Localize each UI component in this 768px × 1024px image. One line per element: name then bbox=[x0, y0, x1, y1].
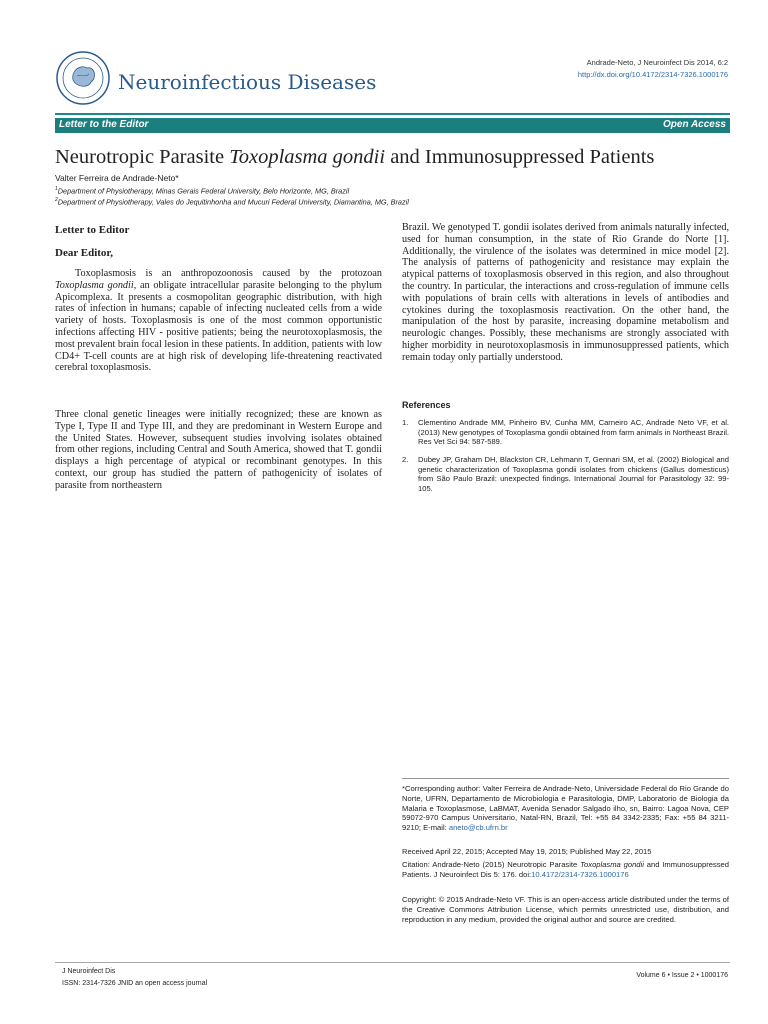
open-access-label: Open Access bbox=[663, 119, 726, 130]
journal-title: Neuroinfectious Diseases bbox=[118, 70, 377, 94]
corresponding-author-note: *Corresponding author: Valter Ferreira de Andrade-Neto, Universidade Federal do Rio Grande do Norte, UFRN, Departamento de Microbiologia e Parasitologia, DMP, Laboratorio de Biologia da Malaria e Toxoplasmose, LaBMAT, Avenida Senador Salgado ilho, sn, Bairro: Lagoa Nova, CEP 59072-970 Campus Universitario, Natal-RN, Brazil, Tel: +55 84 3342-2335; Fax: +55 84 3211-9210; E-mail: aneto@cb.ufrn.br bbox=[402, 784, 729, 833]
citation-note: Citation: Andrade-Neto (2015) Neurotropic Parasite Toxoplasma gondii and Immunosuppressed Patients. J Neuroinfect Dis 5: 176. doi:10.4172/2314-7326.1000176 bbox=[402, 860, 729, 879]
notes-divider bbox=[402, 778, 729, 779]
footer-volume: Volume 6 • Issue 2 • 1000176 bbox=[636, 972, 728, 979]
article-title: Neurotropic Parasite Toxoplasma gondii and Immunosuppressed Patients bbox=[55, 146, 655, 168]
doi-citation-link[interactable]: 10.4172/2314-7326.1000176 bbox=[531, 869, 629, 879]
body-paragraph: Toxoplasmosis is an anthropozoonosis caused by the protozoan Toxoplasma gondii, an obligate intracellular parasite belonging to the phylum Apicomplexa. It presents a cosmopolitan geographic distribution, with high rates of infection in humans; capable of infecting nucleated cells from a wide variety of hosts. Toxoplasmosis is one of the most common opportunistic infections affecting HIV - positive patients; being the neurotoxoplasmosis, the most prevalent brain focal lesion in these patients. In addition, patients with low CD4+ T-cell counts are at high risk of developing life-threatening reactivated cerebral toxoplasmosis. bbox=[55, 268, 382, 374]
body-paragraph: Three clonal genetic lineages were initially recognized; these are known as Type I, Type II and Type III, and they are predominant in Western Europe and the United States. However, subsequent studies involving isolates obtained from other regions, including Central and South America, showed that T. gondii displays a high percentage of atypical or recombinant genotypes. In this context, our group has studied the pattern of pathogenicity of isolates of parasite from northeastern bbox=[55, 409, 382, 491]
copyright-note: Copyright: © 2015 Andrade-Neto VF. This is an open-access article distributed under the terms of the Creative Commons Attribution License, which permits unrestricted use, distribution, and reproduction in any medium, provided the original author and source are credited. bbox=[402, 895, 729, 924]
body-paragraph: Brazil. We genotyped T. gondii isolates derived from animals naturally infected, used for human consumption, in the state of Rio Grande do Norte [1]. Additionally, the virulence of the isolates was determined in mice model [2]. The analysis of patterns of pathogenicity and resistance may explain the atypical patterns of toxoplasmosis observed in this region, and also throughout the country. In particular, the interactions and cross-regulation of immune cells with populations of brain cells with alterations in levels of antibodies and cytokines during the toxoplasmosis reactivation. On the other hand, the manipulation of the host by parasite, increasing dopamine metabolism and neurologic changes. Possibly, these mechanisms are strongly associated with higher morbidity in neurotoxoplasmosis in immunosuppressed patients, which remain today only partially understood. bbox=[402, 222, 729, 363]
publication-dates: Received April 22, 2015; Accepted May 19, 2015; Published May 22, 2015 bbox=[402, 847, 652, 856]
citation-line: Andrade-Neto, J Neuroinfect Dis 2014, 6:2 bbox=[586, 58, 728, 67]
reference-item: 1. Clementino Andrade MM, Pinheiro BV, Cunha MM, Carneiro AC, Andrade Neto VF, et al. (2013) New genotypes of Toxoplasma gondii obtained from farm animals in Northeast Brazil. Res Vet Sci 94: 587-589. bbox=[402, 418, 729, 447]
author-line: Valter Ferreira de Andrade-Neto* bbox=[55, 173, 179, 183]
doi-link[interactable]: http://dx.doi.org/10.4172/2314-7326.1000176 bbox=[577, 70, 728, 79]
affiliation: $^2$Department of Physiotherapy, Vales do Jequitinhonha and Mucuri Federal University, Diamantina, MG, Brazil bbox=[55, 197, 409, 207]
letter-heading: Letter to Editor bbox=[55, 224, 130, 236]
footer-rule bbox=[55, 962, 730, 963]
email-link[interactable]: aneto@cb.ufrn.br bbox=[448, 823, 508, 833]
reference-item: 2. Dubey JP, Graham DH, Blackston CR, Lehmann T, Gennari SM, et al. (2002) Biological and genetic characterization of Toxoplasma gondii isolates from chickens (Gallus domesticus) from São Paulo Brazil: unexpected findings. International Journal for Parasitology 32: 99-105. bbox=[402, 455, 729, 493]
references-heading: References bbox=[402, 400, 451, 410]
header-rule bbox=[55, 113, 730, 115]
salutation: Dear Editor, bbox=[55, 247, 114, 259]
footer-issn: ISSN: 2314-7326 JNID an open access journal bbox=[62, 980, 208, 987]
affiliation: $^1$Department of Physiotherapy, Minas Gerais Federal University, Belo Horizonte, MG, Brazil bbox=[55, 186, 350, 196]
journal-logo bbox=[55, 50, 111, 106]
section-bar bbox=[55, 118, 730, 133]
footer-journal: J Neuroinfect Dis bbox=[62, 968, 116, 975]
section-label: Letter to the Editor bbox=[59, 119, 149, 130]
